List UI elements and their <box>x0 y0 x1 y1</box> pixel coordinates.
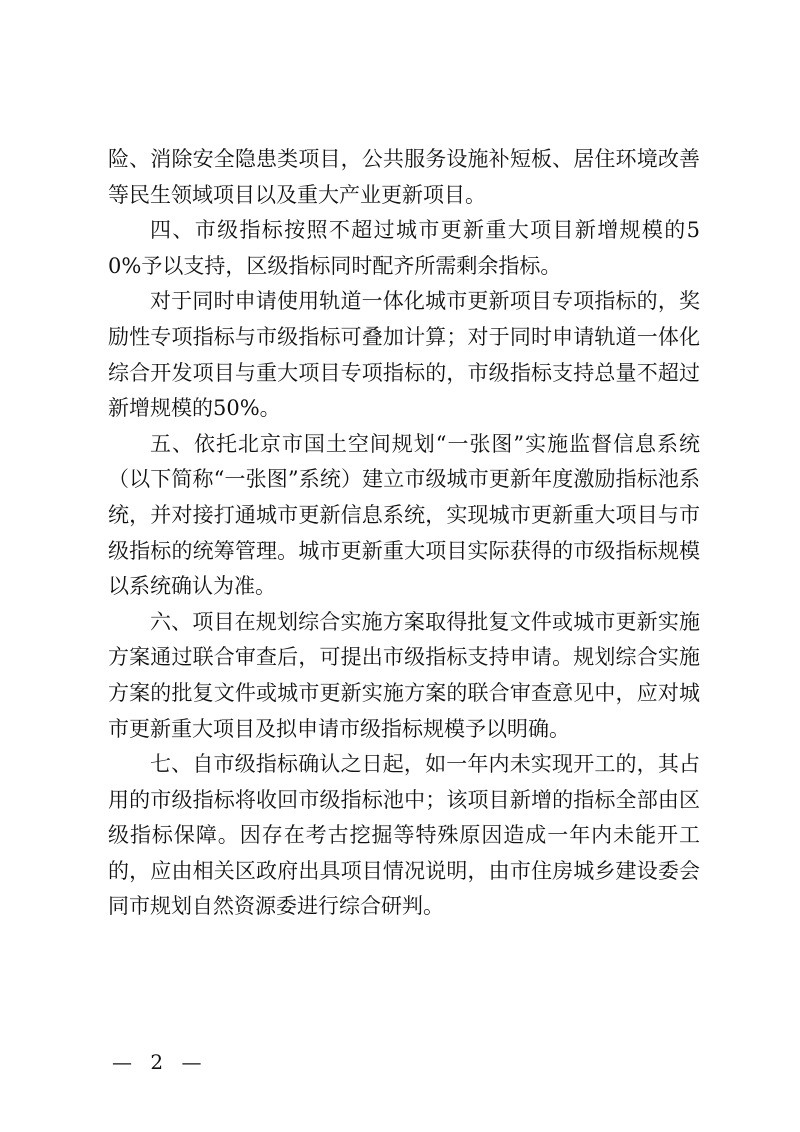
page-number: — 2 — <box>112 1050 208 1074</box>
paragraph-item-6: 六、项目在规划综合实施方案取得批复文件或城市更新实施方案通过联合审查后，可提出市级指标支持申请。规划综合实施方案的批复文件或城市更新实施方案的联合审查意见中，应对城市更新重大项目及拟申请市级指标规模予以明确。 <box>108 609 700 741</box>
paragraph-item-5: 五、依托北京市国土空间规划“一张图”实施监督信息系统（以下简称“一张图”系统）建立市级城市更新年度激励指标池系统，并对接打通城市更新信息系统，实现城市更新重大项目与市级指标的统筹管理。城市更新重大项目实际获得的市级指标规模以系统确认为准。 <box>108 431 700 599</box>
paragraph-item-4: 四、市级指标按照不超过城市更新重大项目新增规模的50%予以支持，区级指标同时配齐所需剩余指标。 <box>108 218 700 278</box>
paragraph-continuation: 险、消除安全隐患类项目，公共服务设施补短板、居住环境改善等民生领域项目以及重大产业更新项目。 <box>108 147 700 207</box>
paragraph-item-4-supplement: 对于同时申请使用轨道一体化城市更新项目专项指标的，奖励性专项指标与市级指标可叠加计算；对于同时申请轨道一体化综合开发项目与重大项目专项指标的，市级指标支持总量不超过新增规模的50%。 <box>108 289 700 421</box>
document-body <box>108 142 700 925</box>
paragraph-item-7: 七、自市级指标确认之日起，如一年内未实现开工的，其占用的市级指标将收回市级指标池中；该项目新增的指标全部由区级指标保障。因存在考古挖掘等特殊原因造成一年内未能开工的，应由相关区政府出具项目情况说明，由市住房城乡建设委会同市规划自然资源委进行综合研判。 <box>108 752 700 919</box>
